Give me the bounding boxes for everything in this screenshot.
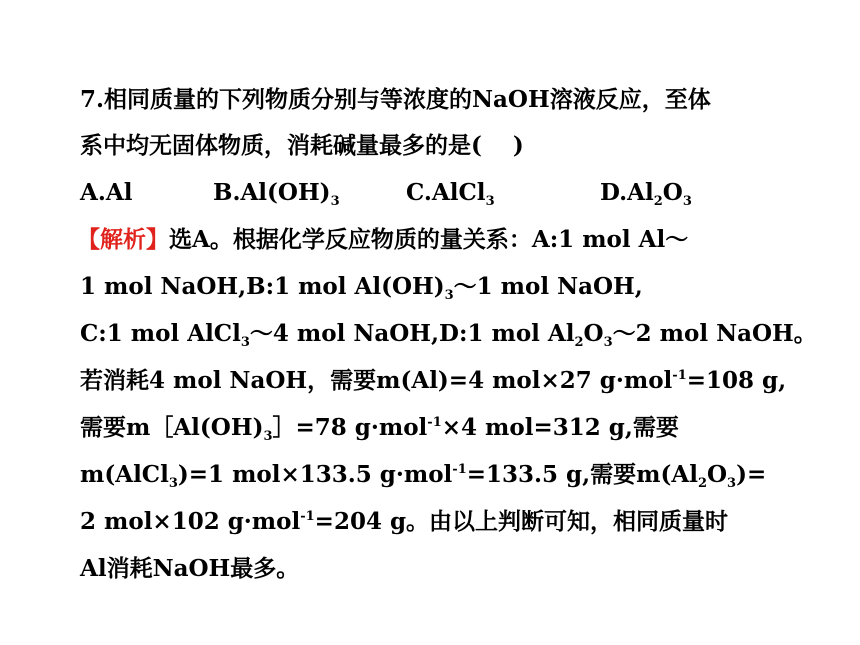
option-a: A.Al	[80, 179, 133, 206]
analysis-line-4: 若消耗4 mol NaOH，需要m(Al)=4 mol×27 g·mol$^{-1}$=108 g,	[80, 367, 787, 394]
analysis-line-6: m(AlCl$_3$)=1 mol×133.5 g·mol$^{-1}$=133.5 g,需要$m(Al_2O_3)=$	[80, 461, 767, 491]
analysis-line-2: 1 mol NaOH,B:1 mol $Al(OH)_3\sim 1$ mol NaOH,	[80, 273, 643, 303]
option-b: $B.Al(OH)_3$	[213, 179, 340, 209]
analysis-line-3: C:1 mol AlCl$_3$～4 mol NaOH,D:1 mol $Al_2O_3\sim 2$ mol NaOH。	[80, 320, 817, 350]
analysis-line-5: 需要$m[Al(OH)_3]=78$ g·mol$^{-1}$×4 mol=312 g,需要	[80, 414, 679, 444]
option-c: C.AlCl$_3$	[406, 179, 495, 209]
analysis-line-7: 2 mol×102 g·mol$^{-1}$=204 g。由以上判断可知，相同质量时	[80, 508, 729, 535]
analysis-tag: 【解析】	[77, 226, 169, 253]
option-d: $D.Al_2O_3$	[600, 179, 692, 209]
question-line-2: 系中均无固体物质，消耗碱量最多的是( )	[80, 132, 524, 159]
analysis-line-1: 【解析】选A。根据化学反应物质的量关系：A:1 mol Al～	[77, 226, 689, 253]
question-line-1: 7.相同质量的下列物质分别与等浓度的NaOH溶液反应，至体	[80, 86, 711, 113]
analysis-line-8: Al消耗NaOH最多。	[80, 555, 300, 582]
